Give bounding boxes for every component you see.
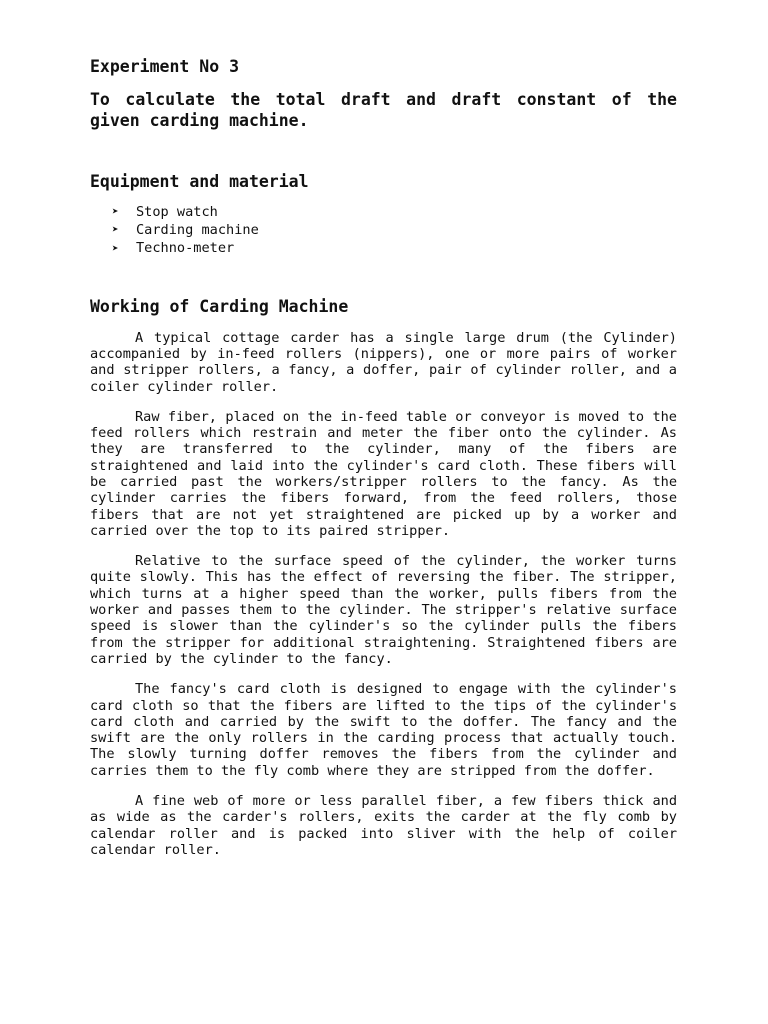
document-page bbox=[90, 56, 677, 872]
list-item bbox=[112, 203, 677, 221]
body-paragraph: Relative to the surface speed of the cylinder, the worker turns quite slowly. This has the effect of reversing the fiber. The stripper, which turns at a higher speed than the worker, pulls fibers from the worker and passes them to the cylinder. The stripper's relative surface speed is slower than the cylinder's so the cylinder pulls the fibers from the stripper for additional straightening. Straightened fibers are carried by the cylinder to the fancy. bbox=[90, 553, 677, 667]
arrow-bullet-icon: ➤ bbox=[112, 205, 119, 219]
list-item bbox=[112, 221, 677, 239]
body-paragraph: Raw fiber, placed on the in-feed table or conveyor is moved to the feed rollers which restrain and meter the fiber onto the cylinder. As they are transferred to the cylinder, many of the fibers are straightened and laid into the cylinder's card cloth. These fibers will be carried past the workers/stripper rollers to the fancy. As the cylinder carries the fibers forward, from the feed rollers, those fibers that are not yet straightened are picked up by a worker and carried over the top to its paired stripper. bbox=[90, 408, 677, 539]
list-item bbox=[112, 239, 677, 257]
body-paragraph: A fine web of more or less parallel fiber, a few fibers thick and as wide as the carder's rollers, exits the carder at the fly comb by calendar roller and is packed into sliver with the help of coiler calendar roller. bbox=[90, 793, 677, 858]
equipment-list bbox=[90, 203, 677, 258]
working-body bbox=[90, 330, 677, 859]
equipment-item-label: Techno-meter bbox=[136, 240, 235, 257]
body-paragraph: A typical cottage carder has a single large drum (the Cylinder) accompanied by in-feed rollers (nippers), one or more pairs of worker and stripper rollers, a fancy, a doffer, pair of cylinder roller, and a coiler cylinder roller. bbox=[90, 329, 677, 395]
experiment-objective: To calculate the total draft and draft constant of the given carding machine. bbox=[90, 90, 677, 130]
body-paragraph: The fancy's card cloth is designed to engage with the cylinder's card cloth so that the fibers are lifted to the tips of the cylinder's card cloth and carried by the swift to the doffer. The fancy and the swift are the only rollers in the carding process that actually touch. The slowly turning doffer removes the fibers from the cylinder and carries them to the fly comb where they are stripped from the doffer. bbox=[90, 681, 677, 779]
experiment-number: Experiment No 3 bbox=[90, 57, 240, 76]
equipment-heading: Equipment and material bbox=[90, 172, 309, 191]
equipment-item-label: Carding machine bbox=[136, 222, 259, 239]
working-heading: Working of Carding Machine bbox=[90, 296, 349, 316]
arrow-bullet-icon: ➤ bbox=[112, 223, 119, 237]
equipment-item-label: Stop watch bbox=[136, 204, 218, 220]
arrow-bullet-icon: ➤ bbox=[112, 241, 119, 255]
